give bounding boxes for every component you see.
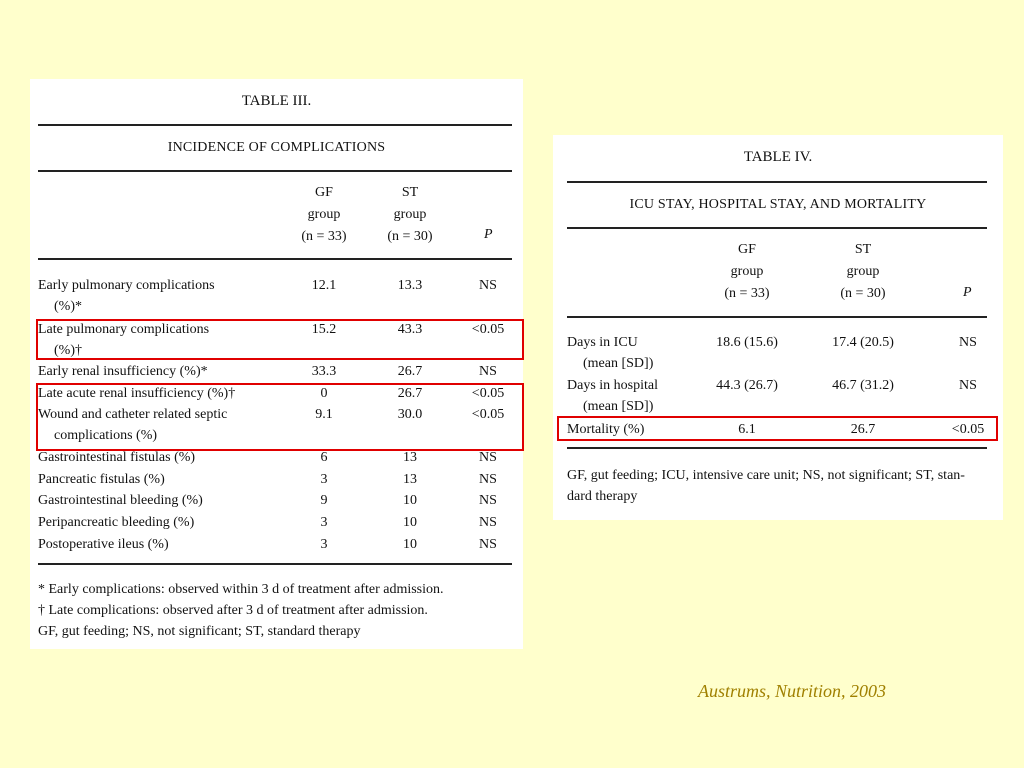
footnote-abbrev: GF, gut feeding; NS, not significant; ST, standard therapy [38, 624, 361, 639]
cell-p: NS [959, 335, 977, 350]
cell-st: 10 [403, 515, 417, 530]
cell-st: 17.4 (20.5) [832, 335, 894, 350]
cell-st: 13.3 [397, 278, 423, 293]
cell-st: 46.7 (31.2) [832, 378, 894, 393]
cell-gf: 15.2 [311, 322, 337, 337]
cell-gf: 3 [320, 472, 328, 487]
cell-gf: 3 [320, 515, 328, 530]
cell-gf: 0 [320, 386, 328, 401]
cell-st: 30.0 [397, 407, 423, 422]
table-iii-header-rule [38, 258, 512, 260]
cell-p: <0.05 [471, 322, 505, 337]
cell-st: 43.3 [397, 322, 423, 337]
table-iv-header-rule [567, 316, 987, 318]
cell-gf: 6 [320, 450, 328, 465]
cell-p: NS [479, 278, 497, 293]
citation: Austrums, Nutrition, 2003 [698, 681, 887, 701]
cell-gf: 3 [320, 537, 328, 552]
cell-p: NS [959, 378, 977, 393]
row-label: Early pulmonary complications (%)* [38, 278, 215, 314]
table-iii-subtitle-rule [38, 170, 512, 172]
footnote-late: † Late complications: observed after 3 d of treatment after admission. [38, 603, 428, 618]
cell-p: <0.05 [951, 422, 985, 437]
table-iii-subtitle: INCIDENCE OF COMPLICATIONS [167, 140, 386, 155]
table-iii-top-rule [38, 124, 512, 126]
table-iii-p-header: P [484, 227, 493, 242]
cell-gf: 9.1 [315, 407, 333, 422]
row-label: Pancreatic fistulas (%) [38, 472, 165, 487]
table-iv-bottom-rule [567, 447, 987, 449]
row-label: Postoperative ileus (%) [38, 537, 169, 552]
table-iii-gf-header: GF group (n = 33) [301, 185, 347, 244]
cell-st: 10 [403, 493, 417, 508]
table-iv-footnotes [567, 465, 965, 507]
cell-st: 10 [403, 537, 417, 552]
row-label: Days in hospital (mean [SD]) [567, 378, 658, 414]
table-iii-panel [30, 79, 523, 649]
table-iv-top-rule [567, 181, 987, 183]
row-label: Gastrointestinal bleeding (%) [38, 493, 203, 508]
row-label: Late pulmonary complications (%)† [38, 322, 210, 358]
table-iii-footnotes [38, 579, 444, 642]
cell-gf: 18.6 (15.6) [716, 335, 778, 350]
cell-p: <0.05 [471, 407, 505, 422]
footnote-early: * Early complications: observed within 3 d of treatment after admission. [38, 582, 444, 597]
row-label: Peripancreatic bleeding (%) [38, 515, 195, 530]
cell-p: <0.05 [471, 386, 505, 401]
table-iv-gf-header: GF group (n = 33) [724, 242, 770, 301]
table-iii-bottom-rule [38, 563, 512, 565]
footnote-abbrev-line1: GF, gut feeding; ICU, intensive care unit; NS, not significant; ST, stan- [567, 468, 965, 483]
table-iii-st-header: ST group (n = 30) [387, 185, 433, 244]
cell-st: 26.7 [850, 422, 876, 437]
table-iii-title: TABLE III. [241, 93, 312, 109]
footnote-abbrev-line2: dard therapy [567, 489, 638, 504]
cell-p: NS [479, 537, 497, 552]
cell-p: NS [479, 515, 497, 530]
row-label: Mortality (%) [567, 422, 645, 437]
row-label: Gastrointestinal fistulas (%) [38, 450, 196, 465]
cell-st: 26.7 [397, 364, 423, 379]
cell-gf: 33.3 [311, 364, 337, 379]
row-label: Late acute renal insufficiency (%)† [38, 386, 236, 401]
table-iv-st-header: ST group (n = 30) [840, 242, 886, 301]
row-label: Days in ICU (mean [SD]) [567, 335, 654, 371]
cell-gf: 6.1 [738, 422, 756, 437]
row-label: Early renal insufficiency (%)* [38, 364, 208, 379]
cell-gf: 9 [320, 493, 328, 508]
table-iv-subtitle: ICU STAY, HOSPITAL STAY, AND MORTALITY [629, 197, 927, 212]
row-label: Wound and catheter related septic complications (%) [38, 407, 228, 443]
cell-st: 26.7 [397, 386, 423, 401]
cell-st: 13 [403, 450, 417, 465]
table-iv-panel [553, 135, 1003, 520]
cell-p: NS [479, 472, 497, 487]
cell-p: NS [479, 493, 497, 508]
cell-p: NS [479, 364, 497, 379]
cell-st: 13 [403, 472, 417, 487]
cell-p: NS [479, 450, 497, 465]
cell-gf: 12.1 [311, 278, 337, 293]
table-iv-subtitle-rule [567, 227, 987, 229]
table-iv-title: TABLE IV. [743, 149, 813, 165]
cell-gf: 44.3 (26.7) [716, 378, 778, 393]
table-iv-p-header: P [963, 285, 972, 300]
